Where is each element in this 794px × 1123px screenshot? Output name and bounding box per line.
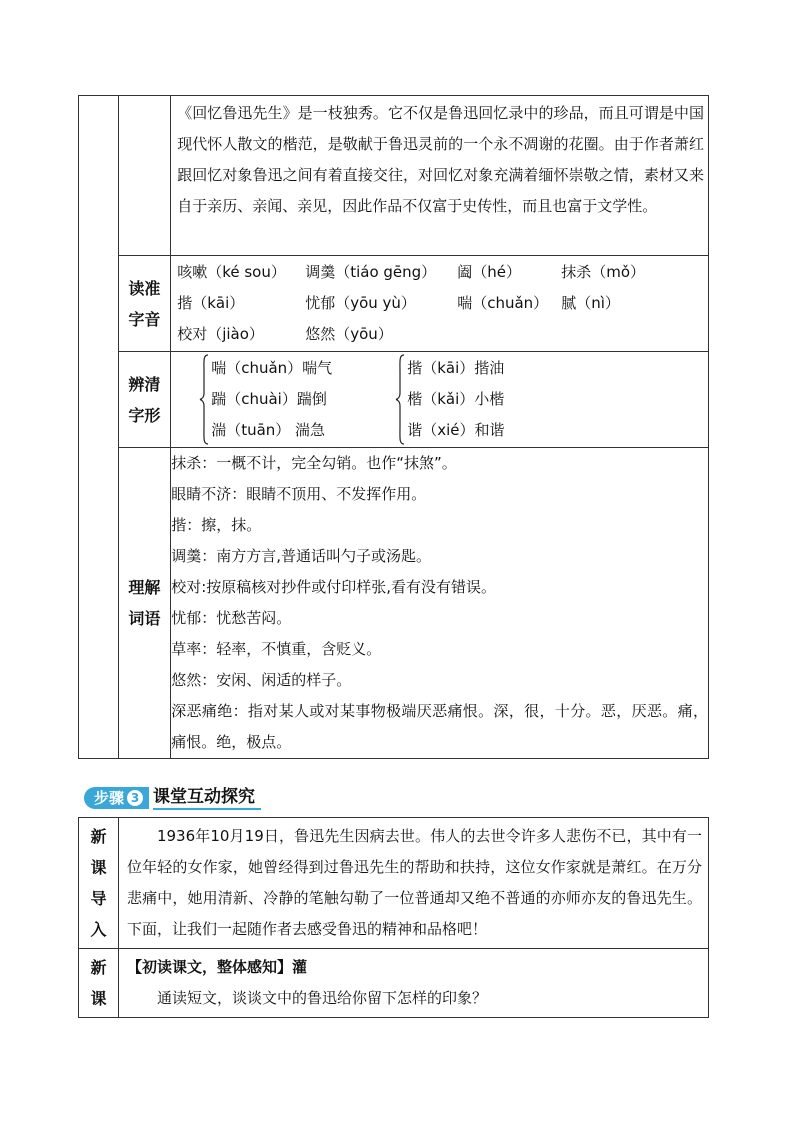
pronunciation-item: 揩（kāi）	[177, 294, 245, 312]
glyph-item: 楷（kǎi）小楷	[407, 390, 505, 408]
pronunciation-list	[171, 256, 708, 351]
glyphs-cell	[171, 352, 709, 448]
lesson-task-cell	[118, 949, 708, 1018]
intro-paragraph-cell	[171, 96, 709, 256]
glyph-item: 揩（kāi）揩油	[407, 359, 505, 377]
intro-paragraph: 《回忆鲁迅先生》是一枝独秀。它不仅是鲁迅回忆录中的珍品，而且可谓是中国现代怀人散文的楷范，是敬献于鲁迅灵前的一个永不凋谢的花圈。由于作者萧红跟回忆对象鲁迅之间有着直接交往，对回忆对象充满着缅怀崇敬之情，素材又来自于亲历、亲闻、亲见，因此作品不仅富于史传性，而且也富于文学性。	[177, 104, 704, 215]
lesson-intro-label: 新 课 导 入	[79, 818, 119, 949]
vocabulary-item: 调羹：南方方言,普通话叫勺子或汤匙。	[171, 547, 431, 565]
step-prefix: 步骤	[94, 789, 125, 807]
lesson-new-label: 新 课	[79, 949, 119, 1018]
pronunciation-cell	[171, 256, 709, 352]
vocabulary-item: 悠然：安闲、闲适的样子。	[171, 671, 352, 689]
pronunciation-item: 悠然（yōu）	[305, 325, 393, 343]
left-brace-icon	[199, 353, 209, 446]
step-header	[84, 786, 261, 810]
glyph-group	[199, 353, 395, 446]
glyph-item: 湍（tuān） 湍急	[211, 421, 326, 439]
pronunciation-item: 阖（hé）	[457, 263, 521, 281]
pronunciation-item: 抹杀（mǒ）	[561, 263, 645, 281]
pronunciation-item: 咳嗽（ké sou）	[177, 263, 286, 281]
pronunciation-item: 喘（chuǎn）	[457, 294, 549, 312]
pronunciation-label: 读准 字音	[118, 256, 171, 352]
glyph-item: 喘（chuǎn）喘气	[211, 359, 333, 377]
left-brace-icon	[395, 353, 405, 446]
pronunciation-item: 校对（jiào）	[177, 325, 264, 343]
vocabulary-item: 眼睛不济：眼睛不顶用、不发挥作用。	[171, 485, 427, 503]
study-table	[78, 95, 709, 759]
glyphs-label: 辨清 字形	[118, 352, 171, 448]
task-icon: 灌	[291, 958, 307, 976]
vocabulary-item: 抹杀：一概不计，完全勾销。也作“抹煞”。	[171, 454, 457, 472]
glyph-item: 谐（xié）和谐	[407, 421, 505, 439]
pronunciation-item: 调羹（tiáo gēng）	[305, 263, 437, 281]
step-number-icon: 3	[127, 790, 143, 806]
blank-margin-cell	[79, 96, 119, 759]
step-title: 课堂互动探究	[153, 786, 261, 810]
vocabulary-cell	[171, 448, 709, 759]
vocabulary-item: 草率：轻率，不慎重，含贬义。	[171, 640, 382, 658]
glyph-group	[395, 353, 504, 446]
step-badge	[84, 787, 149, 809]
task-heading: 【初读课文，整体感知】	[126, 958, 292, 976]
vocabulary-item: 校对:按原稿核对抄件或付印样张,看有没有错误。	[171, 578, 497, 596]
vocabulary-item: 揩：擦，抹。	[171, 516, 262, 534]
task-question: 通读短文，谈谈文中的鲁迅给你留下怎样的印象？	[156, 989, 487, 1007]
vocabulary-item: 深恶痛绝：指对某人或对某事物极端厌恶痛恨。深，很，十分。恶，厌恶。痛，痛恨。绝，极点。	[171, 702, 708, 751]
blank-label-cell	[118, 96, 171, 256]
glyph-item: 踹（chuài）踹倒	[211, 390, 327, 408]
lesson-table	[78, 817, 709, 1018]
vocabulary-item: 忧郁：忧愁苦闷。	[171, 609, 292, 627]
lesson-intro-text: 1936年10月19日，鲁迅先生因病去世。伟人的去世令许多人悲伤不已，其中有一位年轻的女作家，她曾经得到过鲁迅先生的帮助和扶持，这位女作家就是萧红。在万分悲痛中，她用清新、冷静的笔触勾勒了一位普通却又绝不普通的亦师亦友的鲁迅先生。下面，让我们一起随作者去感受鲁迅的精神和品格吧！	[118, 818, 708, 949]
pronunciation-item: 腻（nì）	[561, 294, 620, 312]
vocabulary-label: 理解 词语	[118, 448, 171, 759]
pronunciation-item: 忧郁（yōu yù）	[305, 294, 416, 312]
